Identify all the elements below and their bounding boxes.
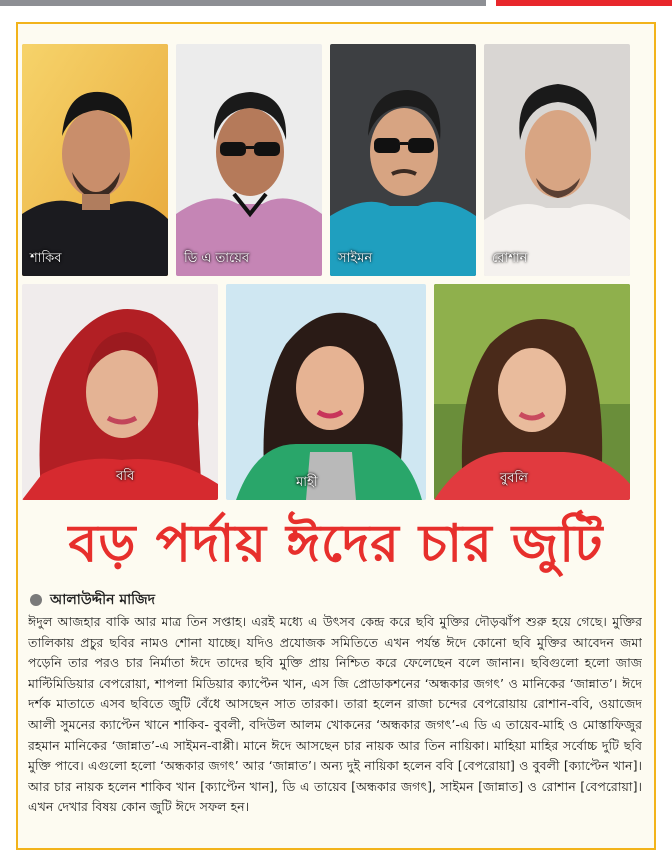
caption-da-tayeb: ডি এ তায়েব: [184, 251, 250, 266]
portrait-da-tayeb: [176, 44, 322, 276]
caption-mahi: মাহী: [296, 475, 318, 490]
top-bar-red: [496, 0, 672, 6]
photo-symon: [330, 44, 476, 276]
photo-bobby: [22, 284, 218, 500]
portrait-bubly: [434, 284, 630, 500]
portrait-mahi: [226, 284, 426, 500]
photo-roshan: [484, 44, 630, 276]
caption-roshan: রোশান: [492, 251, 528, 266]
photo-shakib: [22, 44, 168, 276]
article-body: ঈদুল আজহার বাকি আর মাত্র তিন সপ্তাহ। এরই মধ্যে এ উৎসব কেন্দ্র করে ছবি মুক্তির দৌড়ঝাঁপ শুরু হয়ে গেছে। মুক্তির তালিকায় প্রচুর ছবির নামও শোনা যাচ্ছে। যদিও প্রযোজক সমিতিতে এখন পর্যন্ত ঈদে কোনো ছবি মুক্তির আবেদন জমা পড়েনি তার পরও চার নির্মাতা ঈদে তাদের ছবি মুক্তি প্রায় নিশ্চিত করে ফেলেছেন বলে জানান। ছবিগুলো হলো জাজ মাল্টিমিডিয়ার বেপরোয়া, শাপলা মিডিয়ার ক্যাপ্টেন খান, এস জি প্রোডাকশনের ‘অন্ধকার জগৎ’ ও মানিকের ‘জান্নাত’। ঈদে দর্শক মাতাতে এসব ছবিতে জুটি বেঁধে আসছেন সাত তারকা। তারা হলেন রাজা চন্দের বেপরোয়ায় রোশান-ববি, ওয়াজেদ আলী সুমনের ক্যাপ্টেন খানে শাকিব- বুবলী, বদিউল আলম খোকনের ‘অন্ধকার জগৎ’-এ ডি এ তায়েব-মাহি ও মোস্তাফিজুর রহমান মানিকের ‘জান্নাত’-এ সাইমন-বাপ্পী। মানে ঈদে আসছেন চার নায়ক আর তিন নায়িকা। মাহিয়া মাহির সর্বোচ্চ দুটি ছবি মুক্তি পাবে। এগুলো হলো ‘অন্ধকার জগৎ’ আর ‘জান্নাত’। অন্য দুই নায়িকা হলেন ববি [বেপরোয়া] ও বুবলী [ক্যাপ্টেন খান]। আর চার নায়ক হলেন শাকিব খান [ক্যাপ্টেন খান], ডি এ তায়েব [অন্ধকার জগৎ], সাইমন [জান্নাত] ও রোশান [বেপরোয়া]। এখন দেখার বিষয় কোন জুটি ঈদে সফল হন।: [28, 614, 642, 815]
portrait-symon: [330, 44, 476, 276]
author-line: [30, 590, 155, 610]
author-name: আলাউদ্দীন মাজিদ: [50, 592, 156, 608]
caption-bubly: বুবলি: [500, 471, 528, 486]
photo-da-tayeb: [176, 44, 322, 276]
top-bar-gray: [0, 0, 486, 6]
photo-mahi: [226, 284, 426, 500]
caption-shakib: শাকিব: [30, 251, 62, 266]
caption-symon: সাইমন: [338, 251, 373, 266]
portrait-roshan: [484, 44, 630, 276]
headline: বড় পর্দায় ঈদের চার জুটি: [68, 514, 604, 574]
caption-bobby: ববি: [116, 469, 135, 484]
portrait-shakib: [22, 44, 168, 276]
bullet-icon: [30, 594, 42, 606]
photo-bubly: [434, 284, 630, 500]
